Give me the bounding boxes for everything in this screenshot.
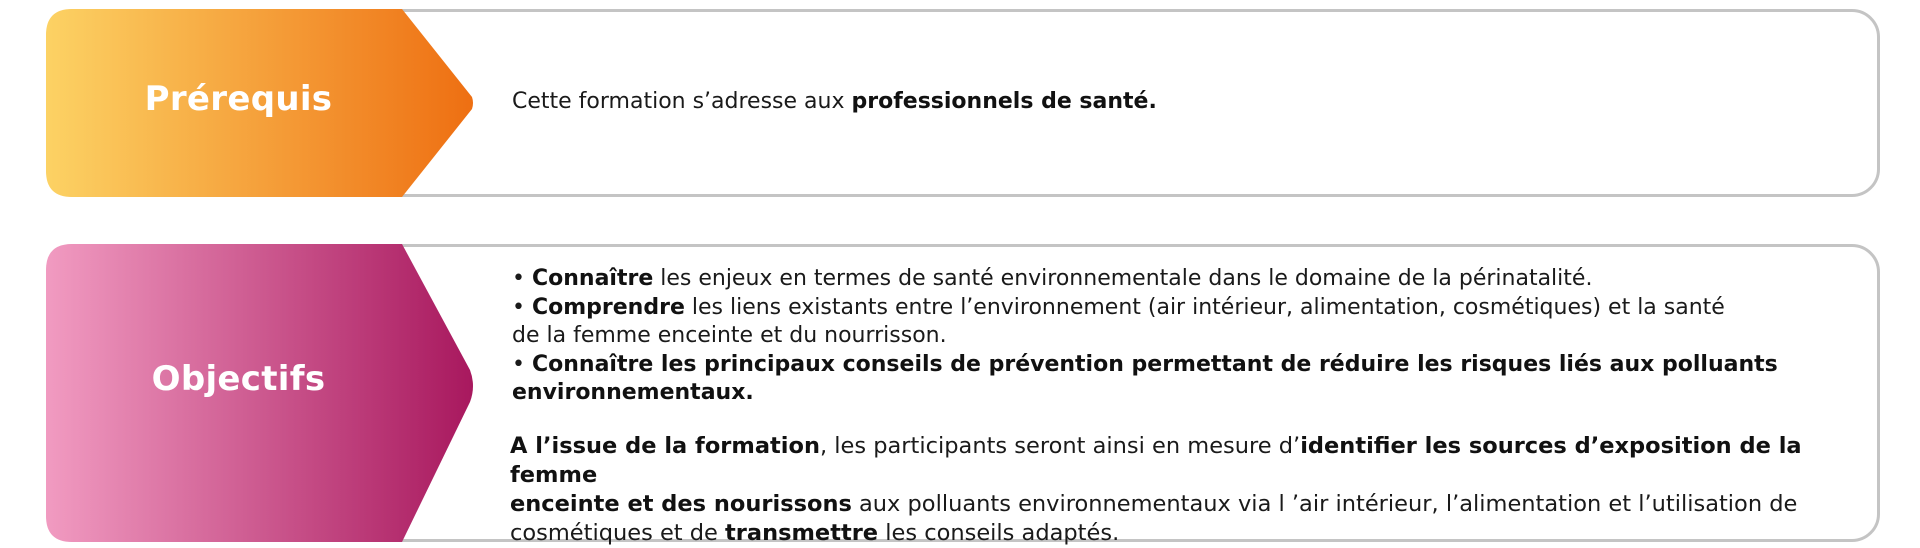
objectifs-list xyxy=(512,265,1832,408)
list-item: • Connaître les enjeux en termes de santé environnementale dans le domaine de la périnatalité. xyxy=(512,266,1593,291)
prerequis-title: Prérequis xyxy=(144,79,333,119)
objectifs-summary: A l’issue de la formation, les participants seront ainsi en mesure d’identifier les sources d’exposition de la femme enceinte et des nourissons aux polluants environnementaux via l ’air intérieur, l’alimentation et l’utilisation de cosmétiques et de transmettre les conseils adaptés. xyxy=(510,433,1802,546)
objectifs-title: Objectifs xyxy=(151,359,326,399)
list-item: • Connaître les principaux conseils de prévention permettant de réduire les risques liés aux polluants environnementaux. xyxy=(512,351,1778,405)
objectifs-tab xyxy=(46,244,473,542)
prerequis-tab xyxy=(46,9,473,197)
prerequis-audience: professionnels de santé. xyxy=(851,89,1157,114)
list-item: • Comprendre les liens existants entre l’environnement (air intérieur, alimentation, cosmétiques) et la santé de la femme enceinte et du nourrisson. xyxy=(512,294,1725,348)
prerequis-text: Cette formation s’adresse aux professionnels de santé. xyxy=(512,89,1157,114)
